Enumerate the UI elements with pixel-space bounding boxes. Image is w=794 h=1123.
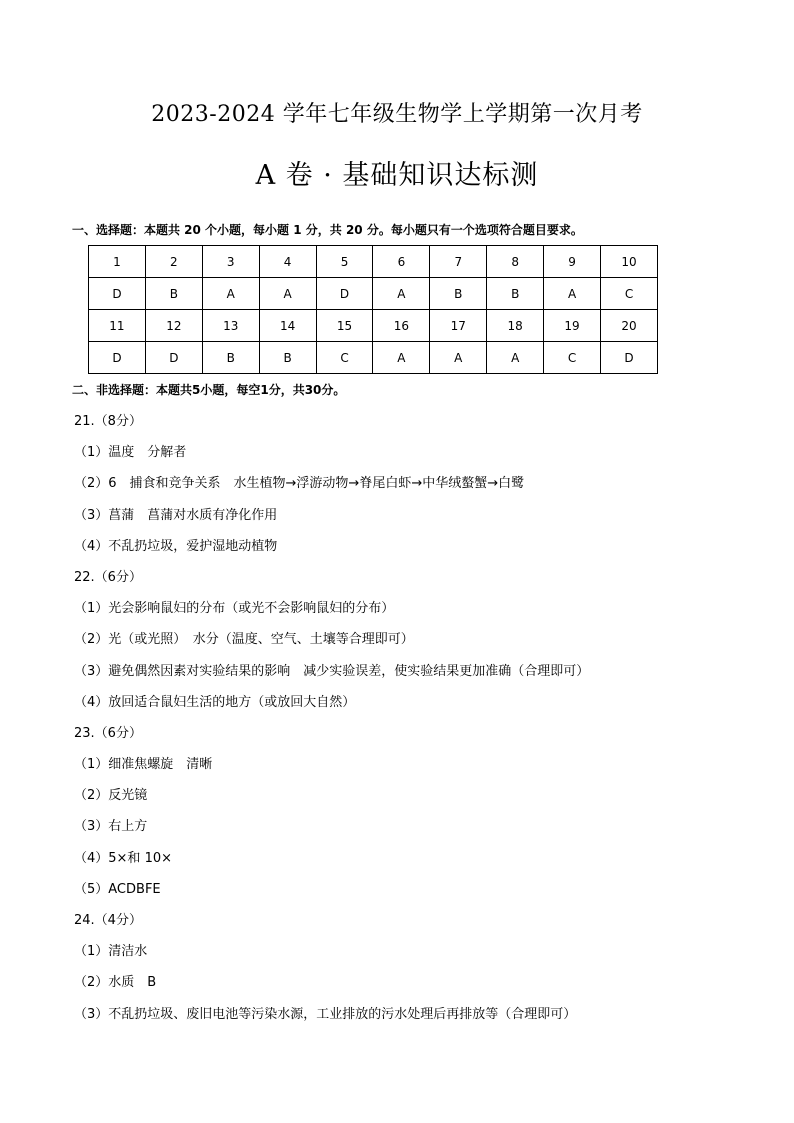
answer-cell: D bbox=[316, 278, 373, 310]
answer-line: （2）6 捕食和竞争关系 水生植物→浮游动物→脊尾白虾→中华绒螯蟹→白鹭 bbox=[74, 476, 525, 492]
answer-cell: B bbox=[202, 342, 259, 374]
section-1-heading: 一、选择题：本题共 20 个小题，每小题 1 分，共 20 分。每小题只有一个选项符合题目要求。 bbox=[72, 223, 583, 237]
question-number-cell: 1 bbox=[89, 246, 146, 278]
answer-cell: D bbox=[89, 278, 146, 310]
question-number-cell: 2 bbox=[145, 246, 202, 278]
answer-line: （4）不乱扔垃圾，爱护湿地动植物 bbox=[74, 538, 278, 554]
answer-line: （3）避免偶然因素对实验结果的影响 减少实验误差，使实验结果更加准确（合理即可） bbox=[74, 663, 590, 679]
question-number-cell: 3 bbox=[202, 246, 259, 278]
answer-cell: A bbox=[373, 278, 430, 310]
question-number-cell: 14 bbox=[259, 310, 316, 342]
answer-cell: D bbox=[145, 342, 202, 374]
question-heading: 22.（6分） bbox=[74, 569, 142, 585]
answer-cell: B bbox=[259, 342, 316, 374]
answer-line: （2）反光镜 bbox=[74, 788, 148, 804]
question-number-cell: 7 bbox=[430, 246, 487, 278]
question-heading: 21.（8分） bbox=[74, 414, 142, 429]
answer-cell: A bbox=[487, 342, 544, 374]
answer-cell: A bbox=[544, 278, 601, 310]
answer-line: （1）细准焦螺旋 清晰 bbox=[74, 757, 213, 773]
question-number-cell: 5 bbox=[316, 246, 373, 278]
question-number-cell: 10 bbox=[601, 246, 658, 278]
answer-line: （3）不乱扔垃圾、废旧电池等污染水源，工业排放的污水处理后再排放等（合理即可） bbox=[74, 1006, 577, 1022]
question-number-cell: 16 bbox=[373, 310, 430, 342]
answer-table bbox=[88, 245, 658, 374]
exam-title: 2023-2024 学年七年级生物学上学期第一次月考 bbox=[151, 102, 643, 127]
answer-cell: A bbox=[202, 278, 259, 310]
answer-line: （4）5×和 10× bbox=[74, 850, 173, 866]
question-number-cell: 8 bbox=[487, 246, 544, 278]
answer-line: （2）水质 B bbox=[74, 975, 157, 991]
answer-cell: D bbox=[89, 342, 146, 374]
answer-cell: A bbox=[373, 342, 430, 374]
question-number-cell: 13 bbox=[202, 310, 259, 342]
answer-cell: C bbox=[316, 342, 373, 374]
question-number-row bbox=[89, 310, 658, 342]
exam-subtitle: A 卷 · 基础知识达标测 bbox=[255, 160, 539, 191]
question-number-cell: 6 bbox=[373, 246, 430, 278]
question-heading: 24.（4分） bbox=[74, 913, 142, 928]
question-number-cell: 11 bbox=[89, 310, 146, 342]
question-number-cell: 12 bbox=[145, 310, 202, 342]
answer-cell: C bbox=[544, 342, 601, 374]
answer-cell: B bbox=[145, 278, 202, 310]
question-number-row bbox=[89, 246, 658, 278]
question-number-cell: 4 bbox=[259, 246, 316, 278]
answer-row bbox=[89, 342, 658, 374]
answer-line: （3）菖蒲 菖蒲对水质有净化作用 bbox=[74, 507, 278, 523]
question-number-cell: 9 bbox=[544, 246, 601, 278]
answer-content bbox=[74, 413, 754, 1037]
answer-cell: B bbox=[430, 278, 487, 310]
answer-line: （1）温度 分解者 bbox=[74, 445, 187, 461]
answer-cell: C bbox=[601, 278, 658, 310]
question-number-cell: 17 bbox=[430, 310, 487, 342]
answer-line: （2）光（或光照） 水分（温度、空气、土壤等合理即可） bbox=[74, 632, 414, 648]
question-heading: 23.（6分） bbox=[74, 725, 142, 741]
answer-line: （1）清洁水 bbox=[74, 944, 148, 960]
answer-row bbox=[89, 278, 658, 310]
answer-cell: A bbox=[430, 342, 487, 374]
answer-cell: D bbox=[601, 342, 658, 374]
answer-line: （5）ACDBFE bbox=[74, 881, 161, 897]
answer-cell: B bbox=[487, 278, 544, 310]
answer-line: （3）右上方 bbox=[74, 819, 148, 835]
question-number-cell: 20 bbox=[601, 310, 658, 342]
question-number-cell: 18 bbox=[487, 310, 544, 342]
answer-line: （1）光会影响鼠妇的分布（或光不会影响鼠妇的分布） bbox=[74, 601, 395, 617]
answer-line: （4）放回适合鼠妇生活的地方（或放回大自然） bbox=[74, 694, 356, 710]
question-number-cell: 15 bbox=[316, 310, 373, 342]
answer-cell: A bbox=[259, 278, 316, 310]
question-number-cell: 19 bbox=[544, 310, 601, 342]
section-2-heading: 二、非选择题：本题共5小题，每空1分，共30分。 bbox=[72, 383, 346, 397]
